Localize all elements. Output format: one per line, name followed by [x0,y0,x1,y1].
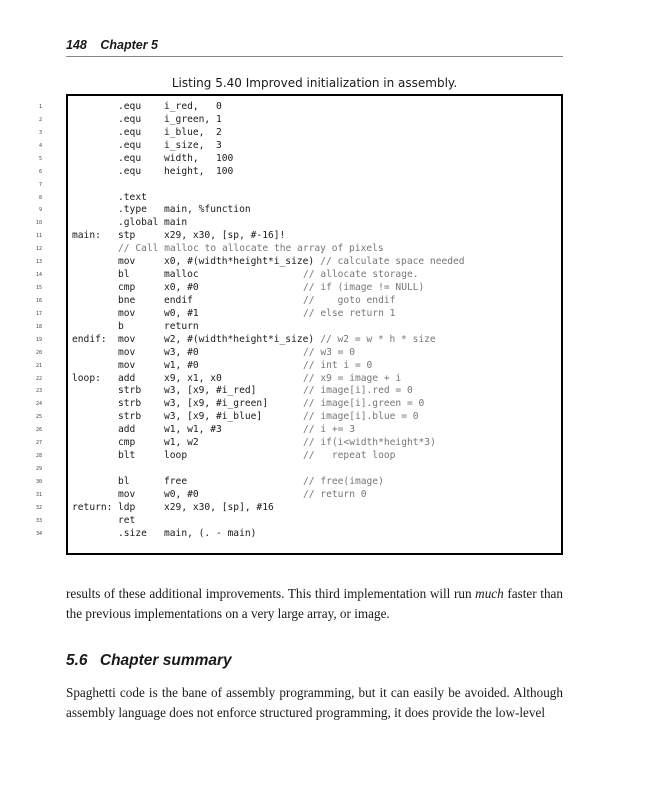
line-number: 7 [38,181,42,188]
code-comment: // w3 = 0 [303,346,355,358]
listing-caption: Listing 5.40 Improved initialization in assembly. [171,76,458,90]
section-title: Chapter summary [99,652,232,669]
paragraph-text: faster than the previous implementations on a very large array, or image. [66,586,563,621]
code-comment: // i += 3 [303,424,355,436]
line-number: 32 [35,504,42,511]
code-op: .equ [118,165,142,177]
code-line [72,114,222,126]
code-comment: // free(image) [303,475,384,487]
line-number: 9 [38,207,42,214]
code-op: b [118,320,124,332]
code-args: i_blue, 2 [164,126,222,138]
code-line [72,398,424,410]
line-number: 3 [38,129,42,136]
code-listing [35,94,563,555]
code-line [72,515,164,527]
chapter-title: Chapter 5 [100,38,158,52]
code-op: strb [118,411,142,423]
code-op: .global [118,217,159,229]
paragraph-results [66,584,563,624]
line-number: 31 [35,491,42,498]
code-args: x9, x1, x0 [164,372,222,384]
code-line [72,528,256,540]
code-args: w3, [x9, #i_red] [164,385,257,397]
code-comment: // goto endif [303,294,396,306]
code-line [72,204,251,216]
code-args: w0, #0 [164,488,199,500]
code-args: return [164,320,199,332]
code-args: w1, w2 [164,437,199,449]
line-number: 22 [35,375,42,382]
code-args: w3, [x9, #i_green] [164,398,268,410]
code-label: main: [72,230,101,242]
line-number: 8 [38,194,42,201]
header-rule [66,56,563,57]
code-args: loop [164,450,188,462]
code-op: .text [118,191,147,203]
code-line [72,217,187,229]
code-op: mov [118,346,136,358]
code-line [72,243,384,255]
line-number: 30 [35,478,42,485]
code-args: width, 100 [164,152,234,164]
line-number: 27 [35,440,42,447]
code-args: x29, x30, [sp, #-16]! [164,230,286,242]
running-header [66,38,158,52]
line-number: 17 [35,310,42,317]
code-args: i_green, 1 [164,113,222,125]
code-comment: // image[i].red = 0 [303,385,413,397]
line-number: 15 [35,285,42,292]
code-comment: // w2 = w * h * size [320,333,436,345]
code-comment: // x9 = image + i [303,372,402,384]
code-op: .equ [118,126,142,138]
code-line [72,373,401,385]
code-args: w3, [x9, #i_blue] [164,411,263,423]
code-op: cmp [118,282,136,294]
code-args: main [164,217,188,229]
page-number: 148 [66,38,87,52]
code-comment: // int i = 0 [303,359,373,371]
code-op: .equ [118,139,142,151]
code-line [72,192,164,204]
code-line [72,295,395,307]
code-comment: // else return 1 [303,307,396,319]
line-number: 1 [38,104,42,110]
line-number: 12 [35,246,42,253]
code-op: bl [118,269,130,281]
line-number: 19 [35,336,42,343]
code-comment: // image[i].blue = 0 [303,411,419,423]
code-line [72,489,367,501]
code-label: return: [72,501,113,513]
code-op: bne [118,294,136,306]
section-heading [66,652,232,670]
code-line [72,385,413,397]
code-line [72,140,222,152]
code-line [72,502,274,514]
code-line [72,321,199,333]
code-line [72,269,419,281]
line-number: 28 [35,453,42,460]
code-line [72,127,222,139]
line-number: 13 [35,259,42,266]
line-number: 14 [35,272,42,279]
code-op: .size [118,527,147,539]
line-number: 26 [35,427,42,434]
code-label: endif: [72,333,107,345]
code-op: mov [118,359,136,371]
code-line [72,153,233,165]
line-number: 25 [35,414,42,421]
code-comment: // return 0 [303,488,367,500]
code-op: mov [118,256,136,268]
code-op: .type [118,204,147,216]
line-number: 16 [35,297,42,304]
line-number: 29 [35,466,42,473]
code-op: ret [118,514,136,526]
code-line [72,308,395,320]
code-op: mov [118,307,136,319]
code-line [72,463,164,475]
code-op: add [118,424,136,436]
code-args: free [164,475,188,487]
code-line [72,450,395,462]
code-op: add [118,372,136,384]
line-number: 2 [38,116,42,123]
code-line [72,282,424,294]
code-op: .equ [118,113,142,125]
code-comment: // if(i<width*height*3) [303,437,436,449]
code-args: w1, #0 [164,359,199,371]
code-op: ldp [118,501,136,513]
line-number: 34 [35,530,42,537]
line-number: 4 [38,142,42,149]
code-args: w3, #0 [164,346,199,358]
line-number: 6 [38,168,42,175]
line-number: 10 [35,220,42,227]
paragraph-summary: Spaghetti code is the bane of assembly programming, but it can easily be avoided. Although assembly language does not enforce structured programming, it does provide the low-level [66,685,563,720]
line-number: 5 [38,155,42,162]
code-args: main, %function [164,204,251,216]
code-args: i_size, 3 [164,139,222,151]
code-op: .equ [118,152,142,164]
code-comment: // allocate storage. [303,269,419,281]
code-line [72,476,384,488]
emphasis-much: much [475,586,504,601]
code-line [72,437,436,449]
code-comment: // image[i].green = 0 [303,398,425,410]
code-args: malloc [164,269,199,281]
code-op: .equ [118,101,142,112]
code-label: loop: [72,372,101,384]
code-line [72,166,233,178]
line-number: 21 [35,362,42,369]
code-args: main, (. - main) [164,527,257,539]
code-op: mov [118,333,136,345]
code-line [72,101,222,113]
code-args: i_red, 0 [164,101,222,112]
line-number: 33 [35,517,42,524]
code-args: endif [164,294,193,306]
code-op: strb [118,385,142,397]
line-number: 23 [35,388,42,395]
code-op: mov [118,488,136,500]
code-comment: // calculate space needed [320,256,465,268]
code-line [72,334,436,346]
code-line [72,360,372,372]
code-op: blt [118,450,136,462]
line-number: 24 [35,401,42,408]
code-args: x0, #(width*height*i_size) [164,256,315,268]
code-op: bl [118,475,130,487]
paragraph-text: results of these additional improvements. This third implementation will run [66,586,476,601]
code-args: w1, w1, #3 [164,424,222,436]
code-line [72,424,355,436]
code-line [72,347,355,359]
code-args: w2, #(width*height*i_size) [164,333,315,345]
code-args: height, 100 [164,165,234,177]
code-line [72,411,419,423]
code-args: w0, #1 [164,307,199,319]
line-number: 20 [35,349,42,356]
code-op: cmp [118,437,136,449]
code-op: strb [118,398,142,410]
code-comment: // if (image != NULL) [303,282,425,294]
line-number: 18 [35,323,42,330]
line-number: 11 [35,233,42,240]
code-line [72,256,465,268]
code-comment: // Call malloc to allocate the array of pixels [118,243,384,255]
section-number: 5.6 [66,652,88,669]
code-op: stp [118,230,136,242]
code-line [72,179,164,191]
code-line [72,230,285,242]
code-comment: // repeat loop [303,450,396,462]
code-args: x29, x30, [sp], #16 [164,501,274,513]
code-args: x0, #0 [164,282,199,294]
